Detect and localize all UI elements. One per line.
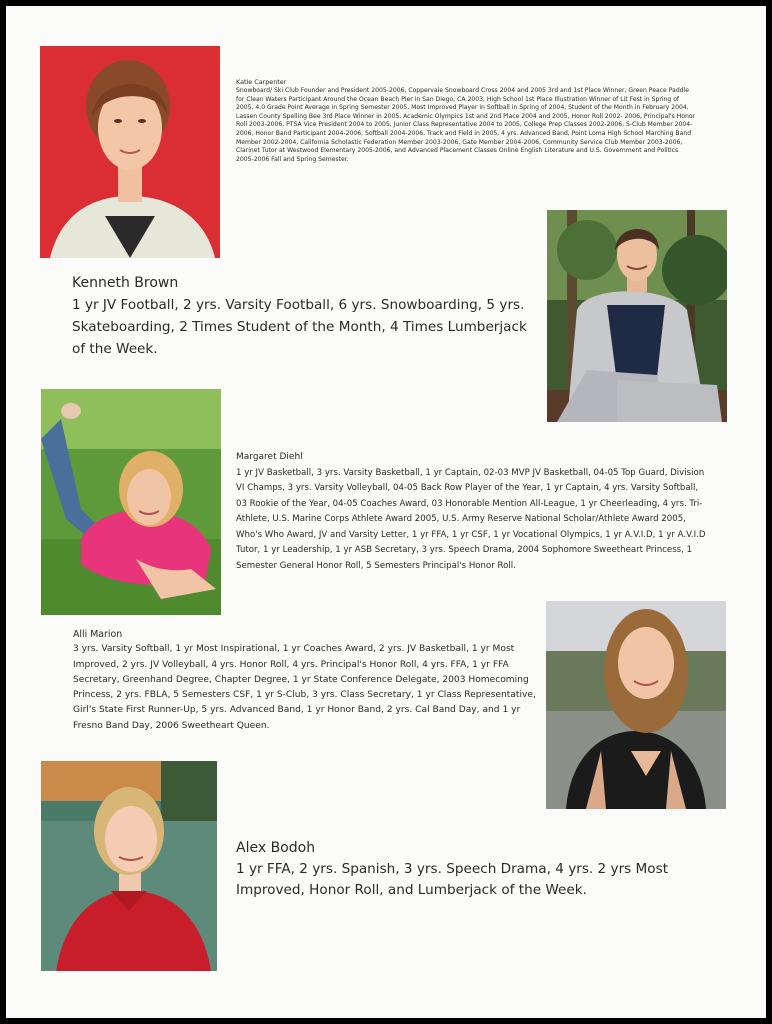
student-name: Alex Bodoh xyxy=(236,840,316,856)
student-name: Margaret Diehl xyxy=(236,452,303,462)
student-activities: 3 yrs. Varsity Softball, 1 yr Most Inspirational, 1 yr Coaches Award, 2 yrs. JV Basketball, 1 yr Most Improved, 2 yrs. JV Volleyball, 4 yrs. Honor Roll, 4 yrs. Principal's Honor Roll, 4 yrs. FFA, 1 yr FFA Secretary, Greenhand Degree, Chapter Degree, 1 yr State Conference Delegate, 2003 Homecoming Princess, 2 yrs. FBLA, 5 Semesters CSF, 1 yr S-Club, 3 yrs. Class Secretary, 1 yr Class Representative, Girl's State First Runner-Up, 5 yrs. Advanced Band, 1 yr Honor Band, 2 yrs. Cal Band Day, and 1 yr Fresno Band Day, 2006 Sweetheart Queen. xyxy=(73,644,536,731)
portrait-photo-alli-marion xyxy=(546,601,726,809)
yearbook-page xyxy=(6,6,766,1018)
student-activities: Snowboard/ Ski Club Founder and President 2005-2006, Coppervale Snowboard Cross 2004 and 2005 3rd and 1st Place Winner, Green Peace Paddle for Clean Waters Participant Around the Ocean Beach Pier in San Diego, CA 2003, High School 1st Place Illustration Winner of Lit Fest in Spring of 2005, 4.0 Grade Point Average in Spring Semester 2005, Most Improved Player in Softball in Spring of 2004, Student of the Month in February 2004, Lassen County Spelling Bee 3rd Place Winner in 2005, Academic Olympics 1st and 2nd Place 2004 and 2005, Honor Roll 2002- 2006, Principal's Honor Roll 2003-2006, PTSA Vice President 2004 to 2005, Junior Class Representative 2004 to 2005, College Prep Classes 2002-2006, S-Club Member 2004-2006, Honor Band Participant 2004-2006, Softball 2004-2006, Track and Field in 2005, 4 yrs. Advanced Band, Point Loma High School Marching Band Member 2002-2004, California Scholastic Federation Member 2003-2006, Gate Member 2004-2006, Community Service Club Member 2003-2006, Clarinet Tutor at Westwood Elementary 2005-2006, and Advanced Placement Classes Online English Literature and U.S. Government and Politics 2005-2006 Fall and Spring Semester. xyxy=(236,87,696,163)
student-name: Katie Carpenter xyxy=(236,78,287,86)
bio-entry-katie-carpenter xyxy=(236,78,696,164)
student-activities: 1 yr JV Basketball, 3 yrs. Varsity Basketball, 1 yr Captain, 02-03 MVP JV Basketball, 04-05 Top Guard, Division VI Champs, 3 yrs. Varsity Volleyball, 04-05 Back Row Player of the Year, 1 yr Captain, 4 yrs. Varsity Softball, 03 Rookie of the Year, 04-05 Coaches Award, 03 Honorable Mention All-League, 1 yr Cheerleading, 4 yrs. Tri-Athlete, U.S. Marine Corps Athlete Award 2005, U.S. Army Reserve National Scholar/Athlete Award 2005, Who's Who Award, JV and Varsity Letter, 1 yr FFA, 1 yr CSF, 1 yr Vocational Olympics, 1 yr A.V.I.D, 1 yr A.V.I.D Tutor, 1 yr Leadership, 1 yr ASB Secretary, 3 yrs. Speech Drama, 2004 Sophomore Sweetheart Princess, 1 Semester General Honor Roll, 5 Semesters Principal's Honor Roll. xyxy=(236,467,706,571)
bio-entry-margaret-diehl xyxy=(236,450,706,574)
bio-entry-alli-marion xyxy=(73,627,543,734)
portrait-photo-kenneth-brown xyxy=(547,210,727,422)
bio-entry-alex-bodoh xyxy=(236,838,706,901)
student-name: Kenneth Brown xyxy=(72,275,179,291)
bio-entry-kenneth-brown xyxy=(72,272,542,360)
student-name: Alli Marion xyxy=(73,629,123,640)
portrait-photo-margaret-diehl xyxy=(41,389,221,615)
portrait-photo-katie-carpenter xyxy=(40,46,220,258)
student-activities: 1 yr JV Football, 2 yrs. Varsity Football, 6 yrs. Snowboarding, 5 yrs. Skateboarding, 2 Times Student of the Month, 4 Times Lumberjack of the Week. xyxy=(72,297,527,357)
student-activities: 1 yr FFA, 2 yrs. Spanish, 3 yrs. Speech Drama, 4 yrs. 2 yrs Most Improved, Honor Roll, and Lumberjack of the Week. xyxy=(236,861,669,898)
portrait-photo-alex-bodoh xyxy=(41,761,217,971)
